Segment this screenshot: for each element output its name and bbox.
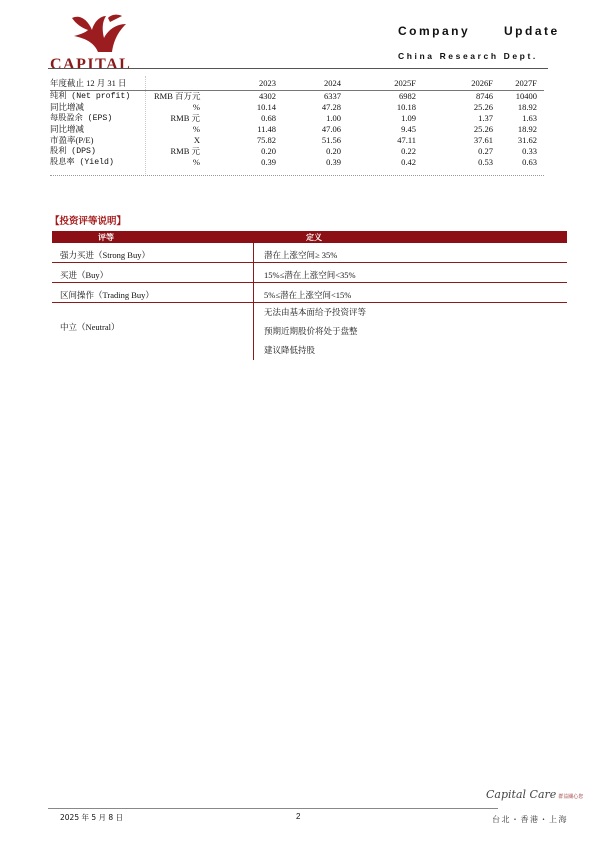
bird-logo-icon	[68, 12, 130, 58]
table-row	[50, 135, 544, 146]
row-value: 0.20	[261, 146, 276, 156]
row-value: 18.92	[517, 124, 537, 134]
rating-column-header: 评等	[98, 233, 114, 242]
year-header: 2025F	[394, 78, 416, 88]
row-value: 10.14	[256, 102, 276, 112]
year-header: 2024	[324, 78, 341, 88]
fiscal-year-label: 年度截止 12 月 31 日	[50, 78, 127, 88]
row-value: 10400	[515, 91, 537, 101]
table-column-divider	[145, 76, 146, 176]
row-value: 0.53	[478, 157, 493, 167]
row-value: 18.92	[517, 102, 537, 112]
row-value: 1.37	[478, 113, 493, 123]
row-value: 75.82	[256, 135, 276, 145]
row-value: 25.26	[473, 102, 493, 112]
report-type-title: Company Update	[398, 24, 560, 38]
row-value: 37.61	[473, 135, 493, 145]
row-value: 1.63	[522, 113, 537, 123]
row-unit: %	[192, 102, 200, 112]
rating-section-title: 【投资评等说明】	[50, 216, 127, 227]
capital-care-logo	[486, 788, 583, 801]
row-value: 0.33	[522, 146, 537, 156]
row-unit: RMB 元	[170, 113, 200, 123]
row-value: 1.09	[401, 113, 416, 123]
row-value: 0.68	[261, 113, 276, 123]
rating-definition: 5%≤潜在上涨空间<15%	[264, 290, 352, 300]
table-row	[52, 263, 567, 283]
year-header: 2023	[259, 78, 276, 88]
row-label: 股利 (DPS)	[50, 147, 96, 156]
rating-definition-line: 建议降低持股	[264, 345, 316, 355]
table-row	[50, 157, 544, 168]
table-row	[50, 102, 544, 113]
year-header: 2027F	[515, 78, 537, 88]
rating-column-divider	[253, 243, 254, 360]
row-value: 9.45	[401, 124, 416, 134]
row-label: 每股盈余 (EPS)	[50, 114, 113, 123]
row-value: 47.06	[321, 124, 341, 134]
table-row	[52, 243, 567, 263]
row-value: 1.00	[326, 113, 341, 123]
row-value: 31.62	[517, 135, 537, 145]
department-subtitle: China Research Dept.	[398, 51, 538, 61]
row-unit: RMB 百万元	[154, 91, 201, 101]
row-unit: RMB 元	[170, 146, 200, 156]
row-value: 47.28	[321, 102, 341, 112]
rating-name: 买进（Buy）	[60, 270, 109, 280]
rating-name: 中立（Neutral）	[60, 322, 120, 332]
row-value: 6337	[324, 91, 341, 101]
rating-definition: 潜在上涨空间≥ 35%	[264, 250, 338, 260]
row-value: 0.39	[261, 157, 276, 167]
rating-name: 强力买进（Strong Buy）	[60, 250, 150, 260]
row-value: 4302	[259, 91, 276, 101]
definition-column-header: 定义	[306, 233, 322, 242]
row-value: 0.42	[401, 157, 416, 167]
brand-tagline: 群益關心您	[558, 794, 584, 800]
table-row	[50, 124, 544, 135]
rating-name: 区间操作（Trading Buy）	[60, 290, 154, 300]
row-value: 0.27	[478, 146, 493, 156]
table-row	[52, 303, 567, 360]
row-value: 25.26	[473, 124, 493, 134]
table-header-row	[50, 76, 544, 91]
office-cities: 台北・香港・上海	[492, 815, 568, 824]
report-date: 2025 年 5 月 8 日	[60, 813, 124, 822]
row-value: 8746	[476, 91, 493, 101]
row-value: 0.22	[401, 146, 416, 156]
rating-definition: 15%≤潜在上涨空间<35%	[264, 270, 356, 280]
logo-text: CAPITAL	[50, 56, 132, 73]
row-value: 6982	[399, 91, 416, 101]
table-row	[50, 91, 544, 102]
rating-table-header	[52, 231, 567, 243]
row-label: 股息率 (Yield)	[50, 158, 114, 167]
brand-name: Capital Care	[486, 788, 557, 801]
row-label: 同比增减	[50, 124, 85, 134]
header-divider	[48, 68, 548, 69]
financial-summary-table	[50, 76, 544, 168]
row-value: 11.48	[257, 124, 276, 134]
row-label: 同比增减	[50, 102, 85, 112]
row-value: 0.63	[522, 157, 537, 167]
capital-logo	[50, 12, 145, 74]
row-value: 0.39	[326, 157, 341, 167]
row-value: 10.18	[396, 102, 416, 112]
year-header: 2026F	[471, 78, 493, 88]
footer-divider	[48, 808, 498, 809]
row-value: 0.20	[326, 146, 341, 156]
table-row	[52, 283, 567, 303]
row-unit: %	[192, 124, 200, 134]
table-row	[50, 146, 544, 157]
rating-definition-line: 预期近期股价将处于盘整	[264, 326, 358, 336]
page-number: 2	[296, 812, 301, 821]
row-unit: X	[193, 135, 200, 145]
table-row	[50, 113, 544, 124]
row-label: 市盈率(P/E)	[50, 135, 94, 145]
row-value: 47.11	[397, 135, 416, 145]
row-unit: %	[192, 157, 200, 167]
row-label: 纯利 (Net profit)	[50, 92, 131, 101]
rating-definition-line: 无法由基本面给予投资评等	[264, 307, 367, 317]
table-bottom-rule	[50, 175, 544, 176]
row-value: 51.56	[321, 135, 341, 145]
